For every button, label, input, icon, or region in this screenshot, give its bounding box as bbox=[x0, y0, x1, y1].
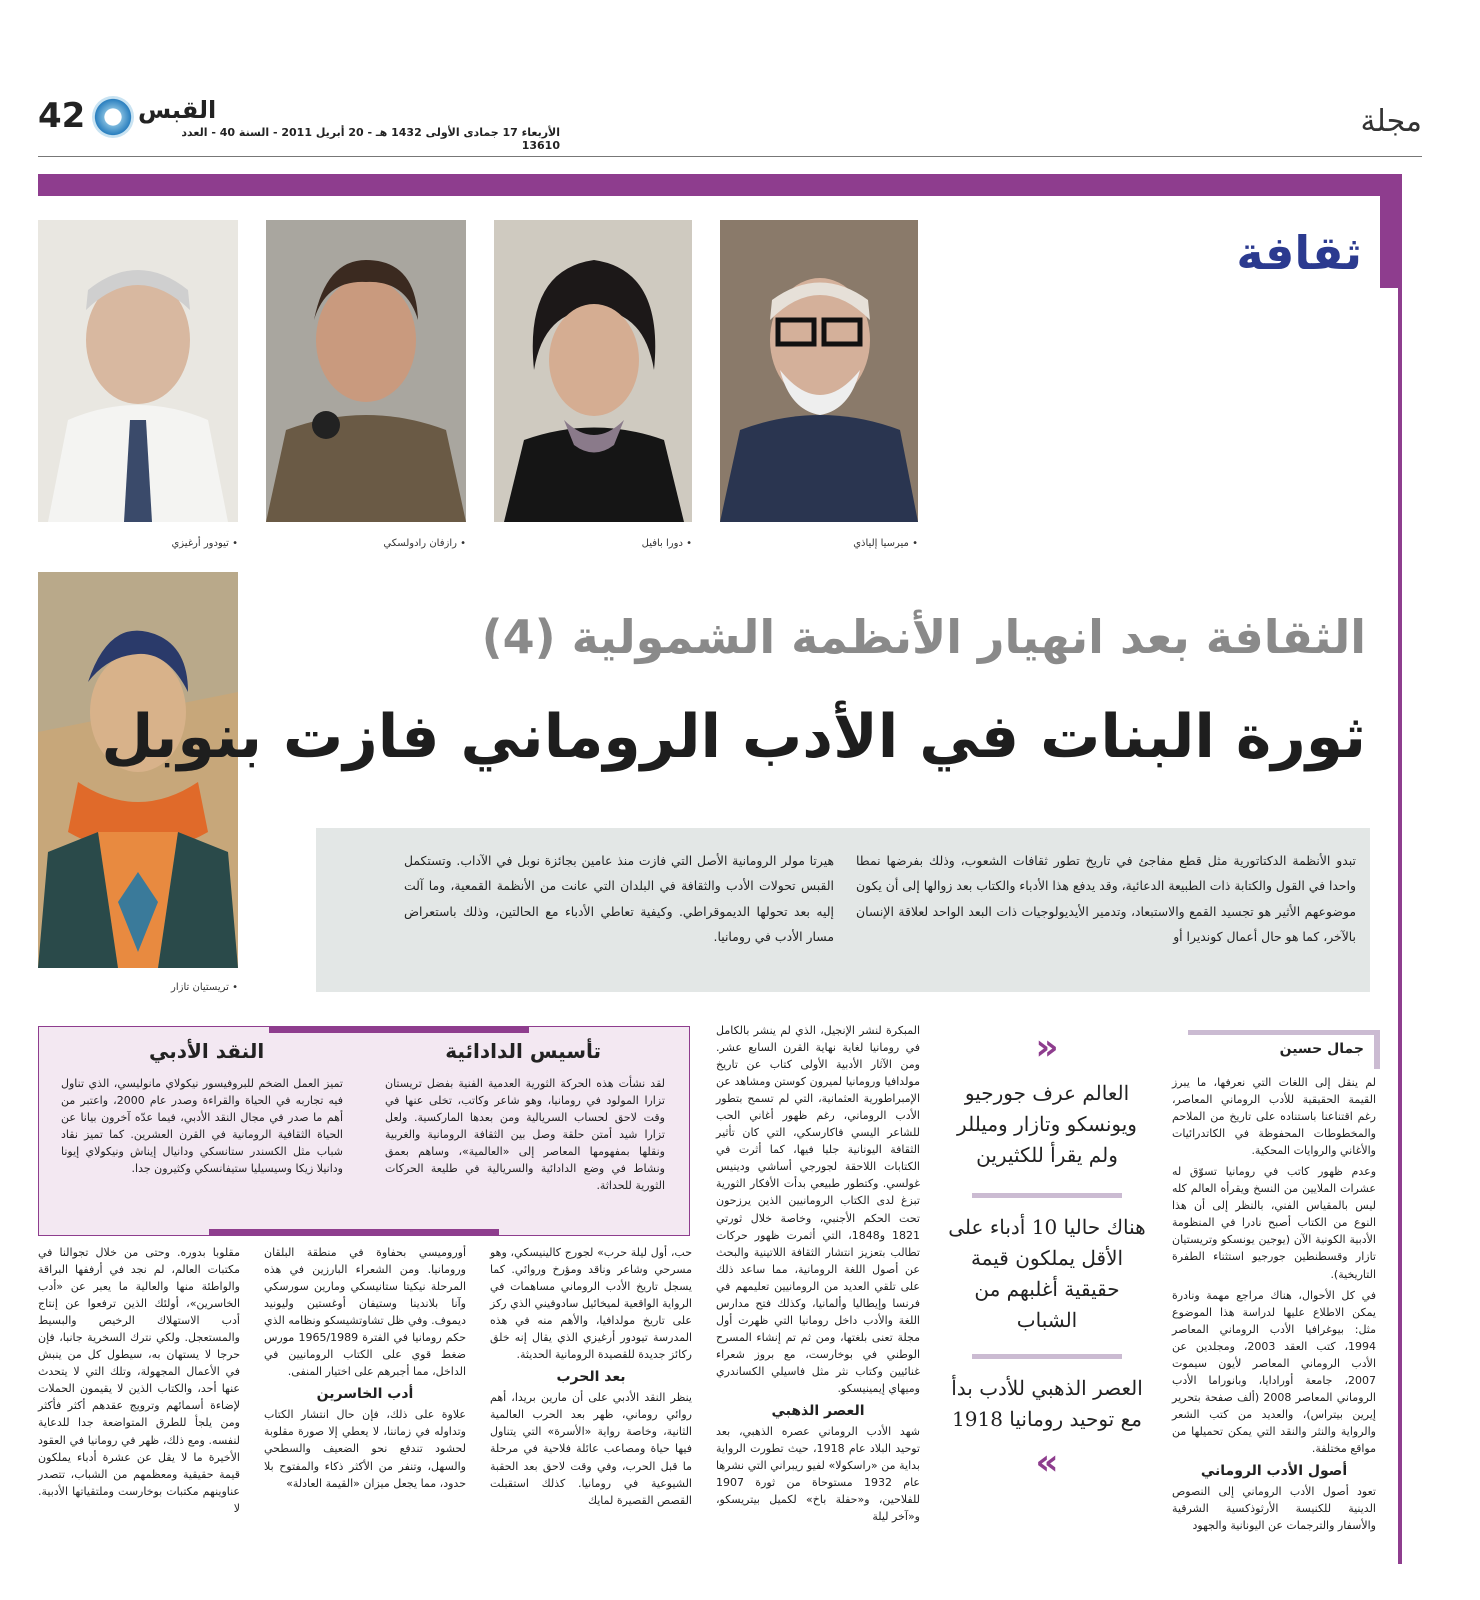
author-bar bbox=[1188, 1030, 1380, 1069]
frame-right-line bbox=[1398, 174, 1402, 1564]
box-para-left: تميز العمل الضخم للبروفيسور نيكولاي مانوليسي، الذي تناول فيه تجاربه في الحياة والقراءة وصدر عام 2000، واعتبر من أهم ما صدر في مجال النقد الأدبي، فيما عدّه آخرون بيانا عن الحياة الثقافية الرومانية في القرن العشرين. كما تميز نقاد شباب مثل الكسندر ستانسكي ودانيال إيناش ونيكولاي إيونا ودانيلا زيكا وسيسيليا ستيفانسكي وكثيرون جدا. bbox=[61, 1077, 343, 1176]
pullquote-divider-2 bbox=[972, 1354, 1122, 1359]
portrait-photo-arghezi bbox=[38, 220, 238, 522]
col1-para-4: تعود أصول الأدب الروماني إلى النصوص الدينية للكنيسة الأرثوذكسية الشرقية والأسفار والترجمات عن اليونانية والجهود bbox=[1172, 1485, 1376, 1533]
section-top: مجلة bbox=[1360, 104, 1422, 139]
caption-tzara: • تريستيان تازار bbox=[171, 982, 238, 993]
colB-para-1: أوروميسي بحفاوة في منطقة البلقان ورومانيا. ومن الشعراء البارزين في هذه المرحلة نيكيتا ستانيسكي ومارين سورسكي وآنا بلاندينا وستيفان أوغستين وليونيد ديموف. وفي ظل تشاوتشيسكو ونظامه الذي حكم رومانيا في الفترة 1965/1989 مورس ضغط قوي على الكتاب الرومانيين في الداخل، مما أجبرهم على اختيار المنفى. bbox=[264, 1246, 467, 1379]
pullquote-3: العصر الذهبي للأدب بدأ مع توحيد رومانيا 1918 bbox=[951, 1376, 1143, 1431]
page-number: 42 bbox=[38, 96, 86, 136]
caption-eliade: • ميرسيا إلياذي bbox=[853, 538, 918, 549]
section-tab bbox=[1380, 196, 1400, 288]
col1-para-3: في كل الأحوال، هناك مراجع مهمة ونادرة يمكن الاطلاع عليها لدراسة هذا الموضوع مثل: بيوغرافيا الأدب الروماني المعاصر 1994، كتب العقد 2003، ومجلدين عن الأدب الروماني المعاصر لأيون سيموت 2007، جامعة أورادايا، وبانوراما الأدب الروماني المعاصر 2008 (ألف صفحة بتحرير إيرين بيتراس)، والعديد من كتب الشعر والرواية والنثر والنقد التي يمكن تحميلها من مواقع مختلفة. bbox=[1172, 1288, 1377, 1455]
sidebar-box bbox=[38, 1026, 690, 1236]
headline-overline: الثقافة بعد انهيار الأنظمة الشمولية (4) bbox=[481, 610, 1366, 664]
column-3 bbox=[716, 1022, 920, 1525]
pullquote-column bbox=[944, 1027, 1150, 1550]
pullquote-1: العالم عرف جورجيو ويونسكو وتازار وميللر ولم يقرأ للكثيرين bbox=[957, 1081, 1137, 1167]
portrait-photo-pavel bbox=[494, 220, 692, 522]
caption-pavel: • دورا بافيل bbox=[641, 538, 692, 549]
frame-top-bar bbox=[38, 174, 1402, 196]
col1-subheading: أصول الأدب الروماني bbox=[1200, 1463, 1348, 1480]
headline-title: ثورة البنات في الأدب الروماني فازت بنوبل bbox=[101, 702, 1366, 772]
lead-col-left: هيرتا مولر الرومانية الأصل التي فازت منذ عامين بجائزة نوبل في الآداب. وتستكمل القبس تحولات الأدب والثقافة في البلدان التي عانت من الأنظمة القمعية، وما آلت إليه بعد تحولها الديموقراطي. وكيفية تعاطي الأدباء مع الحالتين، وذلك باستعراض مسار الأدب في رومانيا. bbox=[404, 853, 834, 945]
box-para-right: لقد نشأت هذه الحركة الثورية العدمية الفنية بفضل تريستان تزارا المولود في رومانيا، وهو شاعر وكاتب، تخلى عنها في وقت لاحق لحساب السريالية ومن بعدها الماركسية. ولعل تزارا شيد أمتن حلقة وصل بين الثقافة الرومانية والغربية ونقلها بمفهومها المعاصر إلى «العالمية»، وساهم بعمق ونشاط في وضع الدادائية والسريالية في طليعة الحركات الثورية للحداثة. bbox=[385, 1077, 665, 1193]
column-c bbox=[38, 1244, 240, 1517]
logo-text: القبس bbox=[138, 96, 217, 124]
portrait-photo-eliade bbox=[720, 220, 918, 522]
quote-close-icon: « bbox=[1035, 1442, 1059, 1483]
box-top-bar bbox=[269, 1027, 529, 1033]
pullquote-divider-1 bbox=[972, 1193, 1122, 1198]
col3-para-2: شهد الأدب الروماني عصره الذهبي، بعد توحيد البلاد عام 1918، حيث تطورت الرواية بداية من «راسكولا» لفيو ريبراني التي نشرها عام 1932 مستوحاة من ثورة 1907 للفلاحين، و«حفلة باخ» لكميل بيتريسكو، و«آخر ليلة bbox=[716, 1425, 920, 1524]
colA-para-2: ينظر النقد الأدبي على أن مارين بريدا، أهم روائي روماني، ظهر بعد الحرب العالمية الثانية، وخاصة رواية «الأسرة» التي يتناول فيها حياة ومصاعب عائلة فلاحية في مرحلة ما قبل الحرب، وفي وقت لاحق بعد الحقبة الشيوعية في رومانيا. كذلك استقبلت القصص القصيرة لمايك bbox=[490, 1391, 692, 1507]
author-name: جمال حسين bbox=[1279, 1041, 1364, 1057]
section-label: ثقافة bbox=[1236, 226, 1362, 280]
lead-col-right: تبدو الأنظمة الدكتاتورية مثل قطع مفاجئ في تاريخ تطور ثقافات الشعوب، وذلك بفرضها نمطا واحدا في القول والكتابة ذات الطبيعة الدعائية، وقد يدفع هذا الأدباء والكتاب بعد زوالها إلى أن يكون موضوعهم الأثير هو تجسيد القمع والاستبعاد، وتدمير الأيديولوجيات ذات البعد الواحد لعلاقة الإنسان بالآخر، كما هو حال أعمال كونديرا أو bbox=[856, 853, 1356, 945]
pullquote-2: هناك حاليا 10 أدباء على الأقل يملكون قيمة حقيقية أغلبهم من الشباب bbox=[948, 1215, 1146, 1332]
column-1 bbox=[1172, 1074, 1376, 1534]
colC-para-1: مقلوبا بدوره. وحتى من خلال تجوالنا في مكتبات العالم، لم نجد في أرففها البراقة والواطئة منها والعالية ما يعبر عن «أدب الخاسرين»، أولئك الذين ترفعوا عن إنتاج أدب الاستهلاك الرخيص والبسيط والمستعجل. ولكي نترك السخرية جانبا، فإن حرجا لا يستهان به، سيطول كل من ينبش في الأعمال المجهولة، وتلك التي لا يتحدث عنها أحد، والكتاب الذين لا يقيمون الحملات لإضاءة أسمائهم وترويج عقدهم أكثر فأكثر ومن يلجأ للطرق المتواضعة جدا للدعاية لنفسه. ومع ذلك، ظهر في رومانيا في العقود الأخيرة ما لا يقل عن عشرة أدباء يملكون قيمة حقيقية ومعظمهم من الشباب، تتصدر عناوينهم مكتبات بوخارست وملتقياتها الأدبية. لا bbox=[38, 1246, 240, 1515]
colA-para-1: حب، أول ليلة حرب» لجورج كالينيسكي، وهو مسرحي وشاعر وناقد ومؤرخ وروائي. كما يسجل تاريخ الأدب الروماني مساهمات في الرواية الواقعية لميخائيل سادوفيني الذي ركز على تاريخ مولدافيا، والأهم منه في هذه المدرسة تيودور أرغيزي الذي يقال إنه خلق ركائز جديدة للقصيدة الرومانية الحديثة. bbox=[490, 1246, 692, 1362]
box-bottom-bar bbox=[209, 1229, 499, 1235]
col3-subheading: العصر الذهبي bbox=[771, 1403, 865, 1420]
header-rule bbox=[38, 156, 1422, 157]
colB-para-2: علاوة على ذلك، فإن حال انتشار الكتاب وتداوله في زماننا، لا يعطي إلا صورة مقلوبة لحشود تندفع نحو الضعيف والسطحي والسهل، وتنفر من الأكثر ذكاء والمفتوح بلا حدود، مما يجعل ميزان «القيمة العادلة» bbox=[264, 1408, 466, 1490]
lead-box bbox=[316, 828, 1370, 992]
caption-arghezi: • تيودور أرغيزي bbox=[171, 538, 238, 549]
column-a bbox=[490, 1244, 692, 1509]
colB-subheading: أدب الخاسرين bbox=[316, 1386, 414, 1403]
portrait-photo-radulescu bbox=[266, 220, 466, 522]
box-heading-left: النقد الأدبي bbox=[149, 1039, 265, 1063]
col1-para-1: لم ينقل إلى اللغات التي نعرفها، ما يبرز القيمة الحقيقية للأدب الروماني المعاصر، رغم اقتناعنا باستناده على تاريخ من الملاحم والمخطوطات المحفوظة في الكاتدرائيات والأغاني والروايات المحكية. bbox=[1172, 1076, 1376, 1158]
box-heading-right: تأسيس الدادائية bbox=[445, 1039, 601, 1063]
col1-para-2: وعدم ظهور كاتب في رومانيا تسوّق له عشرات الملايين من النسخ ويقرأه العالم كله ليس بالمقياس الفني، بالنظر إلى أن هذا النوع من الكتاب أصبح نادرا في المنظومة الأدبية الكونية الآن (يوجين يونسكو وتريستيان تازار وقسطنطين جورجيو استثناء الطفرة التاريخية). bbox=[1172, 1165, 1376, 1281]
caption-radulescu: • رازفان رادولسكي bbox=[383, 538, 466, 549]
col3-para-1: المبكرة لنشر الإنجيل، الذي لم ينشر بالكامل في رومانيا لغاية نهاية القرن السابع عشر. ومن الآثار الأدبية الأولى كتاب عن تاريخ مولدافيا ورومانيا لميرون كوستن ومشاهد عن الإمبراطورية العثمانية، التي لم تسمح بتطور الأدب الروماني، رغم ظهور أغاني الحب للشاعر اليسي فاكارسكي، التي كان تأثير الثقافة اليونانية جليا فيها، كما أثرت في الكتابات اللاحقة لجورجي أساشي ودينيس غولسي. وكتطور طبيعي بدأت الأفكار الثورية تبزغ لدى الكتاب الرومانيين الذين يرزحون تحت الحكم الأجنبي، وخاصة خلال ثورتي 1821 و1848، التي أثمرت ظهور حركات تطالب بتعزيز انتشار الثقافة اللاتينية والبحث عن أصول اللغة الرومانية، مما ساعد ذلك على تلقي العديد من الرومانيين تعليمهم في فرنسا وإيطاليا وألمانيا، وكذلك فتح مدارس اللغة والأدب داخل رومانيا التي ظهرت أول مجلة تعنى بلغتها، ومن ثم تم إنشاء المسرح الوطني في بوخارست، مع بروز شعراء غنائيين وكتاب نثر مثل فاسيلي الكساندري وميهاي إيمينيسكو. bbox=[716, 1024, 921, 1395]
column-b bbox=[264, 1244, 466, 1492]
date-line: الأربعاء 17 جمادى الأولى 1432 هـ - 20 أبريل 2011 - السنة 40 - العدد 13610 bbox=[181, 126, 560, 152]
colA-subheading: بعد الحرب bbox=[556, 1369, 626, 1386]
logo-emblem-icon bbox=[92, 96, 134, 138]
quote-open-icon: » bbox=[1035, 1027, 1059, 1068]
